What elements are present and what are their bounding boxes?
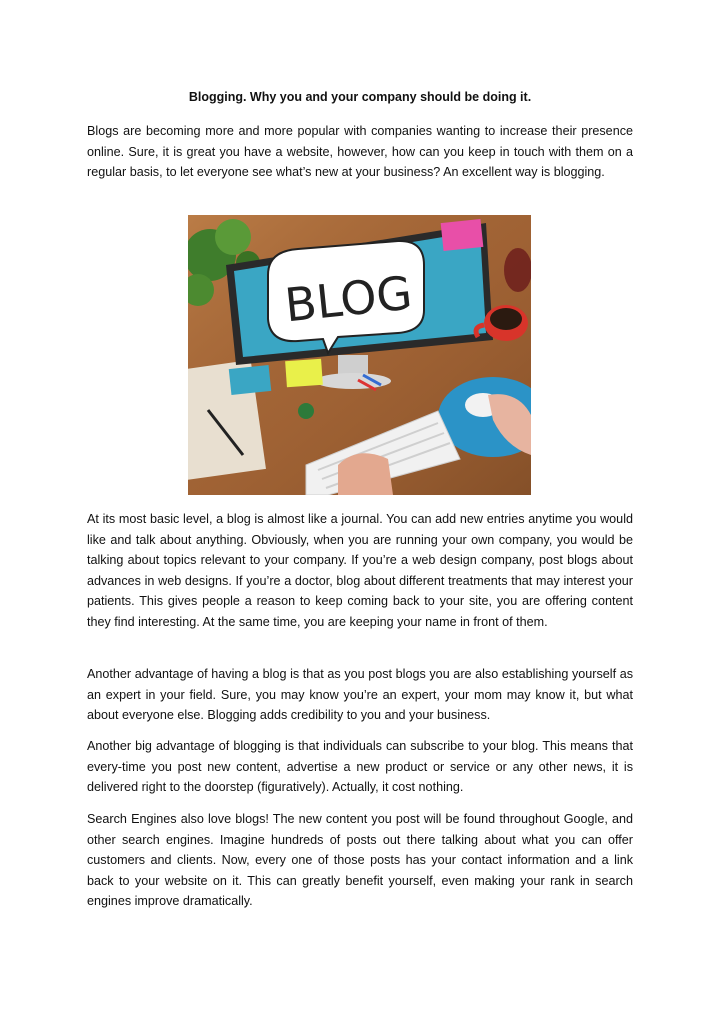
paragraph-intro: Blogs are becoming more and more popular with companies wanting to increase their presence online. Sure, it is great you have a website, however, how can you keep in touch with them on a regular basis, to let everyone see what’s new at your business? An excellent way is blogging. xyxy=(87,124,633,180)
paragraph-journal: At its most basic level, a blog is almost like a journal. You can add new entries anytime you would like and talk about anything. Obviously, when you are running your own company, you would be talking about topics relevant to your company. If you’re a web design company, post blogs about advances in web designs. If you’re a doctor, blog about different treatments that may interest your patients. This gives people a reason to keep coming back to your site, you are offering content they find interesting. At the same time, you are keeping your name in front of them. xyxy=(87,512,633,629)
screen-word: BLOG xyxy=(282,265,415,333)
paragraph-expert: Another advantage of having a blog is that as you post blogs you are also establishing yourself as an expert in your field. Sure, you may know you’re an expert, your mom may know it, but what about everyone else. Blogging adds credibility to you and your business. xyxy=(87,667,633,723)
paragraph-subscribe: Another big advantage of blogging is that individuals can subscribe to your blog. This means that every-time you post new content, advertise a new product or service or any other news, it is delivered right to the doorstep (figuratively). Actually, it cost nothing. xyxy=(87,739,633,795)
blue-sticky-note-icon xyxy=(229,365,271,395)
pink-sticky-note-icon xyxy=(441,219,484,251)
document-title: Blogging. Why you and your company should be doing it. xyxy=(188,90,532,104)
glass-icon xyxy=(504,248,531,292)
blog-illustration xyxy=(188,215,531,495)
clip-holder-icon xyxy=(298,403,314,419)
paragraph-search-engines: Search Engines also love blogs! The new content you post will be found throughout Google, and other search engines. Imagine hundreds of posts out there talking about what you can offer customers and clients. Now, every one of those posts has your contact information and a link back to your website on it. This can greatly benefit yourself, even making your rank in search engines improve dramatically. xyxy=(87,812,633,909)
typing-hands-icon xyxy=(338,453,393,495)
yellow-sticky-note-icon xyxy=(285,359,323,387)
